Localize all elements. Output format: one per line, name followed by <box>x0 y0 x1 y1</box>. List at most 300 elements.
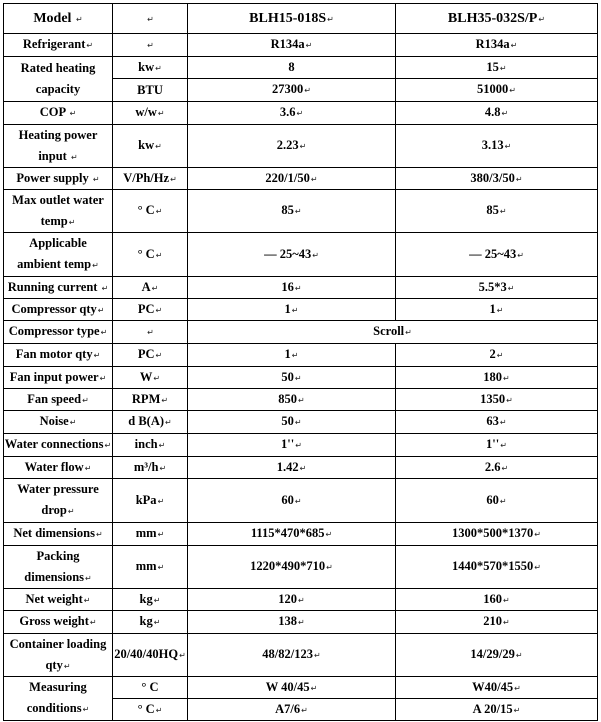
paragraph-mark: ↵ <box>299 142 307 151</box>
value-text: 138↵ <box>278 614 305 628</box>
unit-cop <box>113 102 187 124</box>
value-text: 27300↵ <box>272 82 311 96</box>
row-label-water-connections <box>4 434 112 456</box>
paragraph-mark: ↵ <box>534 563 541 572</box>
value-text: 2↵ <box>489 347 504 361</box>
row-label-net-dimensions <box>4 523 112 545</box>
value-text: 160↵ <box>483 591 510 606</box>
paragraph-mark: ↵ <box>84 463 92 473</box>
value-text: 16↵ <box>281 279 302 294</box>
value-blh15-fan-speed <box>188 389 395 410</box>
unit-text: kw↵ <box>138 59 162 74</box>
label-text: Fan speed↵ <box>27 391 89 406</box>
unit-rated-heating-btu <box>113 79 187 101</box>
unit-text: PC↵ <box>137 301 163 316</box>
value-blh15-water-connections <box>188 434 395 456</box>
value-text: 1220*490*710↵ <box>250 559 333 573</box>
unit-measuring-conditions-1 <box>113 677 187 698</box>
paragraph-mark: ↵ <box>86 41 94 50</box>
row-label-running-current <box>4 277 112 298</box>
paragraph-mark: ↵ <box>157 563 165 572</box>
row-label-power-supply <box>4 168 112 189</box>
paragraph-mark: ↵ <box>89 618 97 627</box>
unit-text: kg↵ <box>139 591 161 606</box>
value-text: W40/45↵ <box>472 679 521 694</box>
paragraph-mark: ↵ <box>155 305 163 315</box>
value-blh35-packing-dimensions <box>396 546 597 588</box>
label-text: Net dimensions↵ <box>13 526 103 540</box>
paragraph-mark: ↵ <box>157 496 165 506</box>
unit-text: kPa↵ <box>135 492 165 507</box>
value-blh15-rated-heating-btu <box>188 79 395 101</box>
paragraph-mark: ↵ <box>326 563 333 572</box>
value-blh15-fan-motor-qty <box>188 344 395 366</box>
paragraph-mark: ↵ <box>294 283 302 293</box>
unit-compressor-qty <box>113 299 187 320</box>
paragraph-mark: ↵ <box>310 683 318 693</box>
label-text: Packing <box>36 548 80 563</box>
unit-text: PC↵ <box>137 347 163 361</box>
paragraph-mark: ↵ <box>312 250 319 260</box>
value-text: 15↵ <box>486 59 507 74</box>
unit-packing-dimensions <box>113 546 187 588</box>
paragraph-mark: ↵ <box>291 305 299 315</box>
value-text: 50↵ <box>281 414 302 428</box>
paragraph-mark: ↵ <box>510 41 518 50</box>
spec-table <box>3 3 598 721</box>
value-text: 1115*470*685↵ <box>250 526 333 540</box>
value-text: 3.13↵ <box>481 138 512 152</box>
value-text: R134a↵ <box>270 37 313 51</box>
value-blh15-power-supply <box>188 168 395 189</box>
value-blh15-fan-input-power <box>188 367 395 388</box>
paragraph-mark: ↵ <box>314 651 321 660</box>
value-text: 1↵ <box>284 347 299 361</box>
row-label-compressor-qty <box>4 299 112 320</box>
paragraph-mark: ↵ <box>147 14 154 24</box>
value-text: A 20/15↵ <box>472 701 521 716</box>
unit-net-weight <box>113 589 187 610</box>
row-label-applicable-ambient-temp <box>4 233 112 276</box>
paragraph-mark: ↵ <box>499 207 507 216</box>
paragraph-mark: ↵ <box>157 530 165 539</box>
unit-text: ° C↵ <box>137 203 163 217</box>
value-blh35-running-current <box>396 277 597 298</box>
paragraph-mark: ↵ <box>298 595 305 605</box>
unit-text: inch↵ <box>134 437 166 451</box>
paragraph-mark: ↵ <box>301 705 308 715</box>
value-blh15-max-outlet-water-temp <box>188 190 395 232</box>
label-text: ambient temp↵ <box>17 257 99 271</box>
unit-text: m³/h↵ <box>133 459 167 474</box>
label-text: input ↵ <box>38 148 78 163</box>
unit-measuring-conditions-2 <box>113 699 187 720</box>
unit-text <box>146 34 154 56</box>
paragraph-mark: ↵ <box>299 463 307 473</box>
paragraph-mark: ↵ <box>63 661 71 671</box>
header-unit-text <box>146 8 154 30</box>
paragraph-mark: ↵ <box>153 618 161 627</box>
value-text: 50↵ <box>281 369 302 384</box>
row-label-water-flow <box>4 457 112 478</box>
paragraph-mark: ↵ <box>513 705 521 715</box>
unit-heating-power-input <box>113 125 187 167</box>
paragraph-mark: ↵ <box>97 305 105 315</box>
row-label-max-outlet-water-temp <box>4 190 112 232</box>
row-label-fan-input-power <box>4 367 112 388</box>
label-text: Water flow↵ <box>24 459 92 474</box>
label-text: Compressor qty↵ <box>11 301 105 316</box>
label-text: qty↵ <box>45 657 71 672</box>
paragraph-mark: ↵ <box>68 217 76 227</box>
paragraph-mark: ↵ <box>95 530 103 539</box>
paragraph-mark: ↵ <box>157 109 165 118</box>
paragraph-mark: ↵ <box>158 441 166 450</box>
value-text: 1''↵ <box>281 437 302 451</box>
value-text: 380/3/50↵ <box>470 170 523 185</box>
paragraph-mark: ↵ <box>70 152 78 162</box>
paragraph-mark: ↵ <box>496 305 504 315</box>
paragraph-mark: ↵ <box>499 63 507 73</box>
value-text: 85↵ <box>281 203 302 217</box>
paragraph-mark: ↵ <box>503 618 510 627</box>
paragraph-mark: ↵ <box>503 595 510 605</box>
paragraph-mark: ↵ <box>75 14 83 24</box>
value-text: 1↵ <box>489 301 504 316</box>
value-text: 5.5*3↵ <box>478 279 515 294</box>
paragraph-mark: ↵ <box>67 507 75 516</box>
value-blh35-container-loading-qty <box>396 634 597 676</box>
value-blh15-net-weight <box>188 589 395 610</box>
value-text: 1440*570*1550↵ <box>452 559 541 573</box>
value-text: 210↵ <box>483 614 510 628</box>
label-text: drop↵ <box>41 503 75 517</box>
value-blh35-fan-input-power <box>396 367 597 388</box>
value-blh15-rated-heating-kw <box>188 57 395 78</box>
value-text: R134a↵ <box>475 37 518 51</box>
paragraph-mark: ↵ <box>159 463 167 473</box>
value-blh15-net-dimensions <box>188 523 395 545</box>
paragraph-mark: ↵ <box>507 283 515 293</box>
unit-text: BTU <box>137 82 163 97</box>
value-text: 1350↵ <box>480 391 513 406</box>
paragraph-mark: ↵ <box>310 174 318 184</box>
row-label-fan-motor-qty <box>4 344 112 366</box>
value-blh15-measuring-conditions-1 <box>188 677 395 698</box>
value-blh15-refrigerant <box>188 34 395 56</box>
value-text: 85↵ <box>486 203 507 217</box>
value-blh15-water-pressure-drop <box>188 479 395 522</box>
unit-text: kg↵ <box>139 614 161 628</box>
value-blh35-measuring-conditions-2 <box>396 699 597 720</box>
paragraph-mark: ↵ <box>294 373 302 383</box>
paragraph-mark: ↵ <box>92 261 99 270</box>
paragraph-mark: ↵ <box>496 351 504 360</box>
label-text: Running current ↵ <box>7 279 109 294</box>
value-text: 60↵ <box>281 492 302 507</box>
paragraph-mark: ↵ <box>69 418 77 427</box>
label-text: Fan input power↵ <box>9 369 107 384</box>
unit-text: ° C <box>141 680 159 694</box>
paragraph-mark: ↵ <box>503 373 510 383</box>
paragraph-mark: ↵ <box>509 86 516 95</box>
unit-rated-heating-kw <box>113 57 187 78</box>
unit-compressor-type <box>113 321 187 343</box>
paragraph-mark: ↵ <box>305 41 313 50</box>
header-blh15-018s <box>188 4 395 33</box>
value-blh35-water-flow <box>396 457 597 478</box>
paragraph-mark: ↵ <box>153 595 161 605</box>
label-text: COP ↵ <box>39 105 77 119</box>
paragraph-mark: ↵ <box>294 496 302 506</box>
value-text: 850↵ <box>278 391 305 406</box>
value-text: 14/29/29↵ <box>470 647 523 661</box>
label-text: Compressor type↵ <box>8 324 108 338</box>
row-label-refrigerant <box>4 34 112 56</box>
value-blh35-applicable-ambient-temp <box>396 233 597 276</box>
row-label-heating-power-input <box>4 125 112 167</box>
unit-max-outlet-water-temp <box>113 190 187 232</box>
header-model-text: Model ↵ <box>33 10 83 26</box>
paragraph-mark: ↵ <box>93 351 101 360</box>
unit-applicable-ambient-temp <box>113 233 187 276</box>
value-blh15-noise <box>188 411 395 433</box>
header-blh15-018s-text: BLH15-018S↵ <box>249 10 334 26</box>
row-label-noise <box>4 411 112 433</box>
value-text: 220/1/50↵ <box>265 170 318 185</box>
label-text: Refrigerant↵ <box>22 37 94 51</box>
row-label-cop <box>4 102 112 124</box>
value-text: 2.6↵ <box>484 459 509 474</box>
value-text: 63↵ <box>486 414 507 428</box>
unit-text: mm↵ <box>135 526 165 540</box>
paragraph-mark: ↵ <box>92 174 100 184</box>
label-text: Gross weight↵ <box>19 614 97 628</box>
label-text: Applicable <box>29 236 87 250</box>
value-both-compressor-type <box>188 321 597 343</box>
value-text: — 25~43↵ <box>264 246 319 261</box>
header-unit <box>113 4 187 33</box>
paragraph-mark: ↵ <box>534 530 541 539</box>
unit-net-dimensions <box>113 523 187 545</box>
unit-text: w/w↵ <box>135 105 165 119</box>
label-text: Heating power <box>18 127 98 142</box>
paragraph-mark: ↵ <box>155 250 163 260</box>
label-text: capacity <box>35 82 81 96</box>
value-blh15-gross-weight <box>188 611 395 633</box>
value-blh15-container-loading-qty <box>188 634 395 676</box>
unit-fan-motor-qty <box>113 344 187 366</box>
value-text: Scroll↵ <box>373 324 412 338</box>
value-blh15-cop <box>188 102 395 124</box>
label-text: Max outlet water <box>12 192 104 207</box>
paragraph-mark: ↵ <box>153 373 161 383</box>
paragraph-mark: ↵ <box>325 530 333 539</box>
row-label-container-loading-qty <box>4 634 112 676</box>
value-blh35-water-connections <box>396 434 597 456</box>
unit-text: V/Ph/Hz↵ <box>123 170 177 185</box>
label-text: Measuring <box>29 680 87 694</box>
value-blh35-net-dimensions <box>396 523 597 545</box>
value-blh35-max-outlet-water-temp <box>396 190 597 232</box>
value-text: 3.6↵ <box>279 105 304 119</box>
paragraph-mark: ↵ <box>85 573 92 583</box>
paragraph-mark: ↵ <box>538 14 546 24</box>
paragraph-mark: ↵ <box>155 351 163 360</box>
unit-text: RPM↵ <box>131 391 169 406</box>
row-label-gross-weight <box>4 611 112 633</box>
unit-water-pressure-drop <box>113 479 187 522</box>
paragraph-mark: ↵ <box>298 618 305 627</box>
value-blh35-rated-heating-kw <box>396 57 597 78</box>
paragraph-mark: ↵ <box>291 351 299 360</box>
value-blh15-measuring-conditions-2 <box>188 699 395 720</box>
paragraph-mark: ↵ <box>155 207 163 216</box>
paragraph-mark: ↵ <box>155 63 162 73</box>
unit-running-current <box>113 277 187 298</box>
value-blh15-compressor-qty <box>188 299 395 320</box>
paragraph-mark: ↵ <box>82 395 89 405</box>
unit-text: W↵ <box>139 369 161 384</box>
unit-gross-weight <box>113 611 187 633</box>
paragraph-mark: ↵ <box>501 109 509 118</box>
value-text: 2.23↵ <box>276 138 307 152</box>
paragraph-mark: ↵ <box>298 395 305 405</box>
paragraph-mark: ↵ <box>170 174 177 184</box>
value-blh35-measuring-conditions-1 <box>396 677 597 698</box>
value-text: 48/82/123↵ <box>262 647 321 661</box>
value-blh35-rated-heating-btu <box>396 79 597 101</box>
unit-text: ° C↵ <box>137 246 163 261</box>
label-text: dimensions↵ <box>24 569 92 584</box>
value-blh35-net-weight <box>396 589 597 610</box>
unit-text <box>146 321 154 343</box>
value-text: 1300*500*1370↵ <box>452 526 541 540</box>
row-label-measuring-conditions <box>4 677 112 720</box>
paragraph-mark: ↵ <box>304 86 311 95</box>
value-text: 1.42↵ <box>276 459 307 474</box>
paragraph-mark: ↵ <box>504 142 512 151</box>
unit-text: d B(A)↵ <box>128 414 172 428</box>
paragraph-mark: ↵ <box>100 328 108 337</box>
paragraph-mark: ↵ <box>179 651 186 660</box>
unit-container-loading-qty <box>113 634 187 676</box>
paragraph-mark: ↵ <box>296 109 304 118</box>
unit-text: kw↵ <box>138 138 162 152</box>
paragraph-mark: ↵ <box>101 283 109 293</box>
unit-text: ° C↵ <box>137 701 163 716</box>
value-text: A7/6↵ <box>275 701 308 716</box>
paragraph-mark: ↵ <box>515 174 523 184</box>
label-text: conditions↵ <box>26 701 90 715</box>
unit-noise <box>113 411 187 433</box>
value-text: — 25~43↵ <box>469 246 524 261</box>
value-text: 180↵ <box>483 369 510 384</box>
paragraph-mark: ↵ <box>82 705 90 714</box>
value-blh15-packing-dimensions <box>188 546 395 588</box>
value-blh35-compressor-qty <box>396 299 597 320</box>
unit-fan-input-power <box>113 367 187 388</box>
unit-text: A↵ <box>141 279 159 294</box>
paragraph-mark: ↵ <box>165 418 172 427</box>
paragraph-mark: ↵ <box>327 14 334 24</box>
paragraph-mark: ↵ <box>104 441 112 450</box>
paragraph-mark: ↵ <box>83 595 91 605</box>
header-model-label <box>4 4 112 33</box>
paragraph-mark: ↵ <box>517 250 524 260</box>
label-text: Net weight↵ <box>25 591 91 606</box>
value-blh15-water-flow <box>188 457 395 478</box>
row-label-compressor-type <box>4 321 112 343</box>
paragraph-mark: ↵ <box>155 705 163 715</box>
unit-fan-speed <box>113 389 187 410</box>
value-blh15-heating-power-input <box>188 125 395 167</box>
value-blh35-cop <box>396 102 597 124</box>
value-blh35-fan-motor-qty <box>396 344 597 366</box>
label-text: Noise↵ <box>39 414 77 428</box>
label-text: Power supply ↵ <box>16 170 100 185</box>
paragraph-mark: ↵ <box>295 441 302 450</box>
paragraph-mark: ↵ <box>499 418 507 427</box>
unit-power-supply <box>113 168 187 189</box>
unit-water-flow <box>113 457 187 478</box>
paragraph-mark: ↵ <box>515 651 523 660</box>
label-text: Water pressure <box>17 482 99 496</box>
value-text: 1''↵ <box>486 437 507 451</box>
value-blh15-running-current <box>188 277 395 298</box>
row-label-water-pressure-drop <box>4 479 112 522</box>
label-text: temp↵ <box>40 213 76 228</box>
row-label-net-weight <box>4 589 112 610</box>
header-blh35-032s-p <box>396 4 597 33</box>
paragraph-mark: ↵ <box>294 418 302 427</box>
paragraph-mark: ↵ <box>499 496 507 506</box>
paragraph-mark: ↵ <box>151 283 159 293</box>
unit-text: 20/40/40HQ↵ <box>114 647 186 661</box>
value-blh35-water-pressure-drop <box>396 479 597 522</box>
value-blh35-fan-speed <box>396 389 597 410</box>
value-blh35-refrigerant <box>396 34 597 56</box>
label-text: Fan motor qty↵ <box>15 347 101 361</box>
paragraph-mark: ↵ <box>147 41 154 50</box>
paragraph-mark: ↵ <box>294 207 302 216</box>
label-text: Container loading <box>9 636 107 651</box>
value-blh35-noise <box>396 411 597 433</box>
unit-refrigerant <box>113 34 187 56</box>
row-label-fan-speed <box>4 389 112 410</box>
value-blh15-applicable-ambient-temp <box>188 233 395 276</box>
value-text: 8 <box>288 60 295 74</box>
paragraph-mark: ↵ <box>99 373 107 383</box>
value-text: 51000↵ <box>477 82 516 96</box>
paragraph-mark: ↵ <box>161 395 169 405</box>
paragraph-mark: ↵ <box>69 109 77 118</box>
paragraph-mark: ↵ <box>501 463 509 473</box>
paragraph-mark: ↵ <box>155 142 162 151</box>
value-text: 1↵ <box>284 301 299 316</box>
unit-water-connections <box>113 434 187 456</box>
paragraph-mark: ↵ <box>405 328 412 337</box>
row-label-rated-heating-capacity <box>4 57 112 101</box>
row-label-packing-dimensions <box>4 546 112 588</box>
header-blh35-032s-p-text: BLH35-032S/P↵ <box>447 10 546 26</box>
value-blh35-power-supply <box>396 168 597 189</box>
paragraph-mark: ↵ <box>514 683 521 693</box>
value-text: 60↵ <box>486 492 507 507</box>
label-text: Rated heating <box>20 61 96 75</box>
paragraph-mark: ↵ <box>500 441 507 450</box>
value-blh35-gross-weight <box>396 611 597 633</box>
